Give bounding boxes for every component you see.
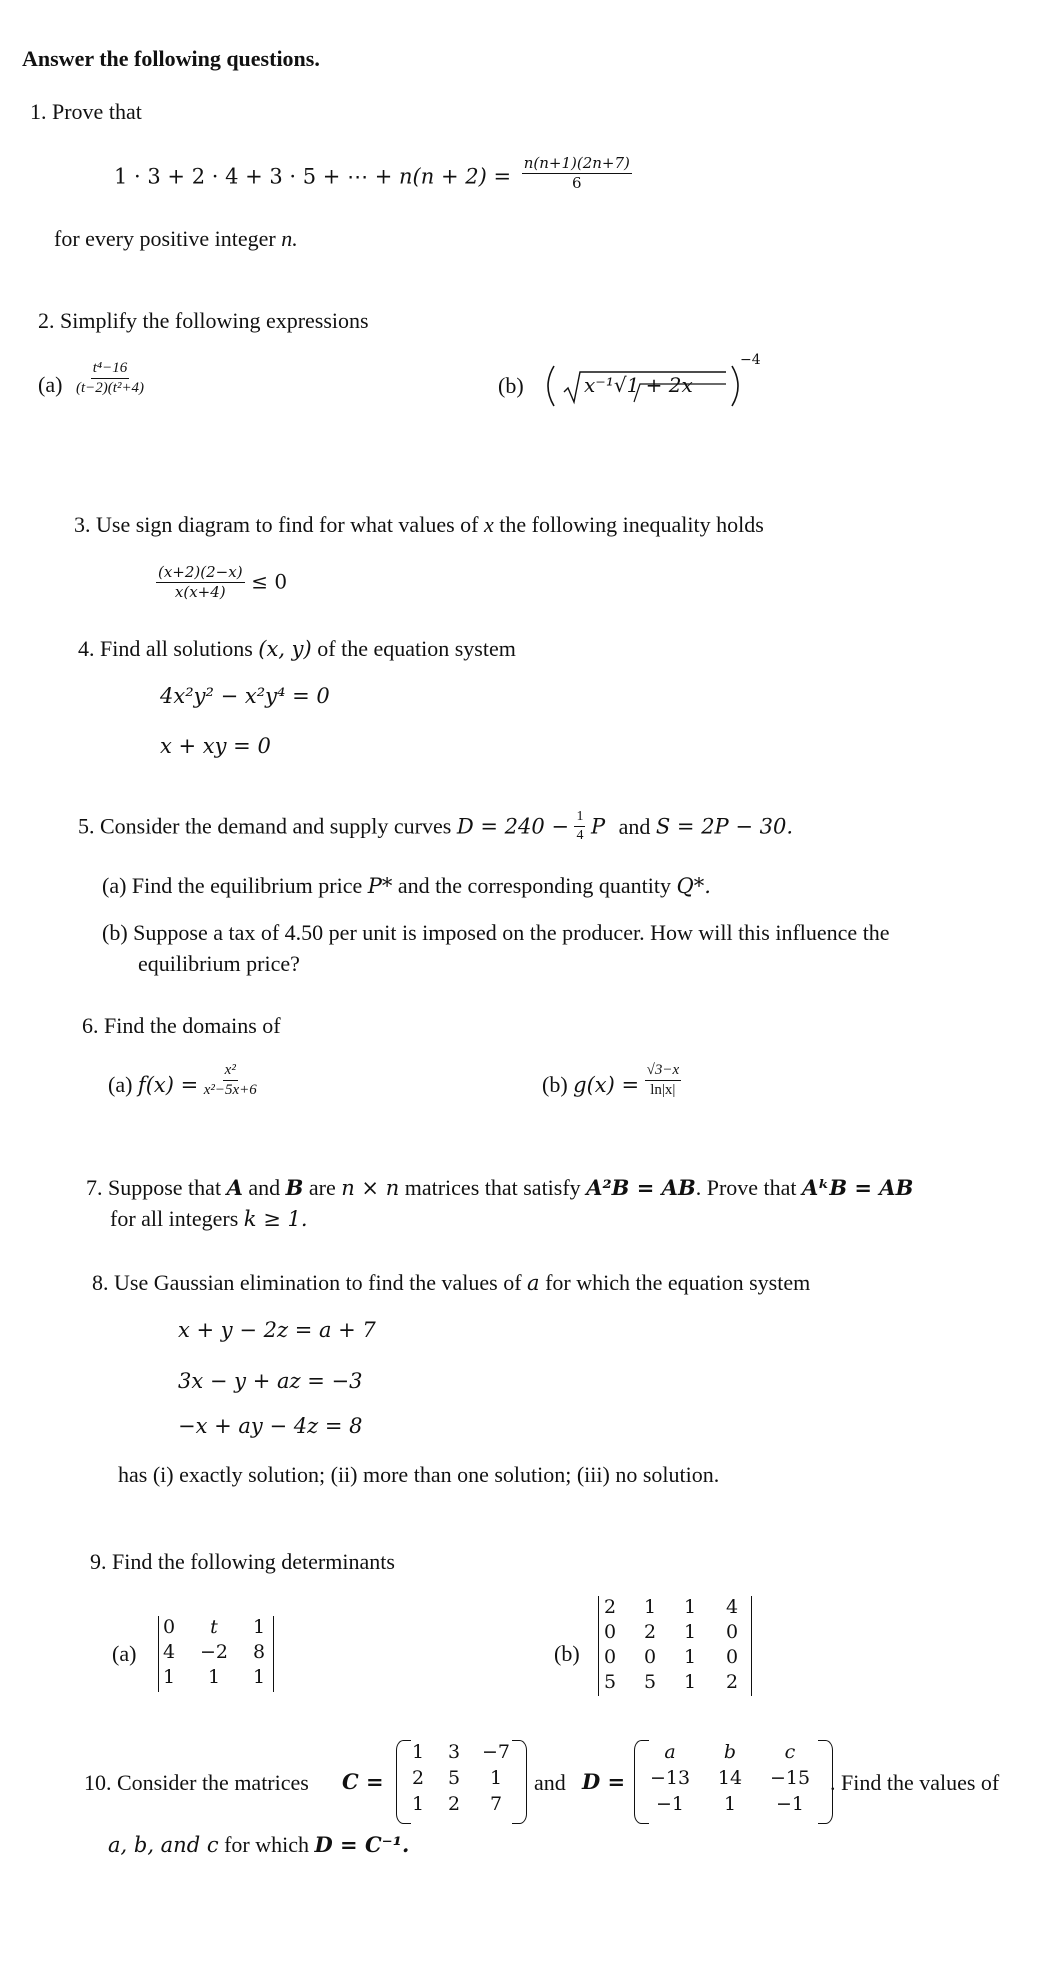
q6-label: 6. Find the domains of: [82, 1013, 281, 1038]
q9-b-cell: 5: [643, 1671, 657, 1693]
q8-equation-2: 3x − y + az = −3: [178, 1369, 363, 1393]
q3-label-tail: the following inequality holds: [499, 512, 764, 537]
q7-prove: . Prove that: [695, 1175, 797, 1200]
q9-b-cell: 0: [725, 1621, 739, 1643]
q5-frac-numerator: 1: [574, 809, 585, 827]
q9-b-cell: 1: [683, 1621, 697, 1643]
q4-equation-1: 4x²y² − x²y⁴ = 0: [160, 684, 330, 708]
q9-label: 9. Find the following determinants: [90, 1549, 395, 1574]
q9-b-cell: 1: [683, 1646, 697, 1668]
q10-D-cell: b: [723, 1741, 737, 1763]
q8-equation-3: −x + ay − 4z = 8: [178, 1414, 363, 1438]
q10-C-matrix: [406, 1742, 514, 1822]
q10-D-cell: 14: [717, 1767, 743, 1789]
q5-demand-var: P: [590, 814, 606, 839]
q3-label: [74, 512, 764, 537]
q8-label: [92, 1270, 810, 1295]
q9-b-cell: 1: [683, 1671, 697, 1693]
q2-a-expression: [76, 360, 144, 398]
q7-A: A: [226, 1175, 243, 1200]
q1-rhs-numerator: n(n+1)(2n+7): [522, 155, 632, 174]
q5-a-var2: Q*.: [676, 874, 711, 898]
q5-label-text: 5. Consider the demand and supply curves: [78, 813, 452, 839]
q9-b-cell: 2: [643, 1621, 657, 1643]
q10-D-cell: 1: [723, 1793, 737, 1815]
q8-equation-1: x + y − 2z = a + 7: [178, 1318, 376, 1342]
q2-a-numerator: t⁴−16: [91, 360, 130, 379]
q9-a-cell: 1: [207, 1666, 221, 1688]
q8-label-var: a: [527, 1271, 540, 1295]
q1-rhs-denominator: 6: [572, 174, 582, 193]
q10-C-cell: 2: [411, 1767, 425, 1789]
q10-C-cell: 2: [447, 1793, 461, 1815]
q5-part-a: [102, 873, 711, 898]
q4-equation-2: x + xy = 0: [160, 734, 271, 758]
q7-line2-text: for all integers: [110, 1206, 239, 1231]
q4-label-tail: of the equation system: [317, 636, 516, 661]
q2-label: 2. Simplify the following expressions: [38, 308, 369, 333]
q10-C-cell: −7: [481, 1741, 510, 1763]
q9-a-determinant: [158, 1616, 274, 1692]
q6-a-fraction: [204, 1062, 257, 1100]
q10-D-cell: −1: [655, 1793, 684, 1815]
q3-label-text: 3. Use sign diagram to find for what values of: [74, 512, 479, 537]
q5-a-text: (a) Find the equilibrium price: [102, 873, 363, 898]
q3-inequality: [156, 564, 287, 602]
q4-label: [78, 636, 516, 661]
q9-a-cell: 1: [252, 1666, 266, 1688]
q6-a-numerator: x²: [223, 1062, 238, 1081]
q9-a-cell: 1: [162, 1666, 176, 1688]
q3-denominator: x(x+4): [174, 583, 226, 602]
q10-D-cell: −1: [775, 1793, 804, 1815]
q6-a-label: (a): [108, 1071, 133, 1097]
q10-C-cell: 3: [447, 1741, 461, 1763]
q10-D-eq: D =: [582, 1769, 626, 1794]
q9-a-cell: 1: [252, 1616, 266, 1638]
q4-label-var: (x, y): [258, 637, 312, 661]
q5-a-mid: and the corresponding quantity: [397, 873, 672, 898]
q2-a-fraction: [76, 360, 144, 398]
q10-D-cell: a: [664, 1741, 676, 1763]
q10-line2-mid: for which: [224, 1832, 310, 1857]
q9-b-cell: 0: [725, 1646, 739, 1668]
q5-a-var1: P*: [367, 874, 393, 898]
q3-relation: ≤ 0: [251, 569, 288, 594]
q2-b-label: (b): [498, 373, 524, 398]
q2-a-denominator: (t−2)(t²+4): [76, 380, 145, 397]
q7-cond: k ≥ 1.: [243, 1207, 308, 1231]
q10-line-2: [108, 1832, 409, 1857]
q10-tail: . Find the values of: [830, 1770, 1000, 1795]
q10-label: 10. Consider the matrices: [84, 1770, 309, 1795]
q7-line-2: [110, 1206, 308, 1231]
q9-b-cell: 1: [683, 1596, 697, 1618]
q1-fraction: [522, 155, 632, 193]
q2-b-exponent: −4: [740, 352, 761, 368]
q7-B: B: [285, 1175, 304, 1200]
q2-b-inner: x⁻¹√1 + 2x: [584, 373, 693, 397]
q9-b-cell: 0: [603, 1646, 617, 1668]
q9-b-cell: 2: [725, 1671, 739, 1693]
q7-eq2: AᵏB = AB: [802, 1175, 914, 1200]
q7-line-1: [86, 1175, 913, 1200]
q6-b-label: (b): [542, 1071, 568, 1097]
q6-b-numerator: √3−x: [645, 1062, 682, 1081]
q6-b-fraction: [645, 1062, 682, 1100]
q10-C-cell: 5: [447, 1767, 461, 1789]
q3-label-var: x: [483, 512, 494, 537]
q2-a-label: (a): [38, 372, 63, 397]
q7-p1: 7. Suppose that: [86, 1175, 222, 1200]
q5-part-b-line-1: (b) Suppose a tax of 4.50 per unit is imposed on the producer. How will this influence the: [102, 920, 890, 945]
q1-lhs: 1 · 3 + 2 · 4 + 3 · 5 + ⋯ +: [114, 164, 400, 189]
q9-b-cell: 1: [643, 1596, 657, 1618]
q8-label-text: 8. Use Gaussian elimination to find the values of: [92, 1270, 522, 1295]
q3-numerator: (x+2)(2−x): [156, 564, 245, 583]
q4-label-text: 4. Find all solutions: [78, 636, 253, 661]
q10-C-cell: 7: [489, 1793, 503, 1815]
q6-a-fn: f(x) =: [137, 1072, 199, 1097]
q9-b-cell: 4: [725, 1596, 739, 1618]
page-header: Answer the following questions.: [22, 46, 320, 71]
q9-a-cell: −2: [199, 1641, 228, 1663]
q8-label-tail: for which the equation system: [545, 1270, 811, 1295]
q10-C-cell: 1: [411, 1793, 425, 1815]
q6-part-a: [108, 1062, 257, 1106]
q7-nxn: n × n: [341, 1176, 400, 1200]
q9-b-cell: 0: [603, 1621, 617, 1643]
q10-C-cell: 1: [489, 1767, 503, 1789]
q9-a-cell: 4: [162, 1641, 176, 1663]
q1-tail-text: for every positive integer: [54, 226, 276, 251]
q9-b-label: (b): [554, 1641, 580, 1666]
q1-tail-var: n.: [281, 226, 298, 251]
q9-b-cell: 2: [603, 1596, 617, 1618]
q5-label: [78, 811, 793, 846]
q5-and: and: [618, 813, 651, 839]
q7-and: and: [248, 1175, 281, 1200]
q10-D-matrix: [644, 1742, 820, 1822]
q6-b-fn: g(x) =: [573, 1072, 640, 1097]
q5-demand-fraction: [574, 809, 585, 844]
q9-b-cell: 0: [643, 1646, 657, 1668]
q10-D-cell: −13: [649, 1767, 691, 1789]
q9-a-cell: t: [210, 1616, 218, 1638]
q6-part-b: [542, 1062, 681, 1106]
q9-a-label: (a): [112, 1641, 137, 1666]
q1-tail: [54, 226, 298, 251]
q9-a-cell: 0: [162, 1616, 176, 1638]
q10-C-eq: C =: [342, 1769, 384, 1794]
q7-eq1: A²B = AB: [586, 1175, 696, 1200]
q10-C-right-paren: [512, 1740, 527, 1824]
q10-D-cell: −15: [769, 1767, 811, 1789]
q10-C-cell: 1: [411, 1741, 425, 1763]
q9-b-cell: 5: [603, 1671, 617, 1693]
q6-a-denominator: x²−5x+6: [203, 1082, 257, 1099]
q10-line2-eq: D = C⁻¹.: [314, 1832, 410, 1857]
q7-mats: matrices that satisfy: [404, 1175, 581, 1200]
q7-are: are: [308, 1175, 336, 1200]
q9-a-cell: 8: [252, 1641, 266, 1663]
q10-D-cell: c: [784, 1741, 796, 1763]
q5-supply: S = 2P − 30.: [655, 814, 794, 839]
q5-demand-lhs: D = 240 −: [456, 814, 569, 839]
q1-label: 1. Prove that: [30, 99, 142, 124]
q1-lhs-var: n(n + 2) =: [399, 164, 512, 189]
q5-frac-denominator: 4: [576, 828, 584, 844]
q3-fraction: [156, 564, 245, 602]
q9-b-determinant: [598, 1596, 752, 1696]
q5-part-b-line-2: equilibrium price?: [138, 951, 300, 976]
q6-b-denominator: ln|x|: [650, 1082, 676, 1099]
q1-equation: [114, 154, 632, 197]
q10-line2-vars: a, b, and c: [108, 1833, 219, 1857]
q8-tail: has (i) exactly solution; (ii) more than one solution; (iii) no solution.: [118, 1462, 720, 1487]
q10-and: and: [534, 1770, 566, 1795]
